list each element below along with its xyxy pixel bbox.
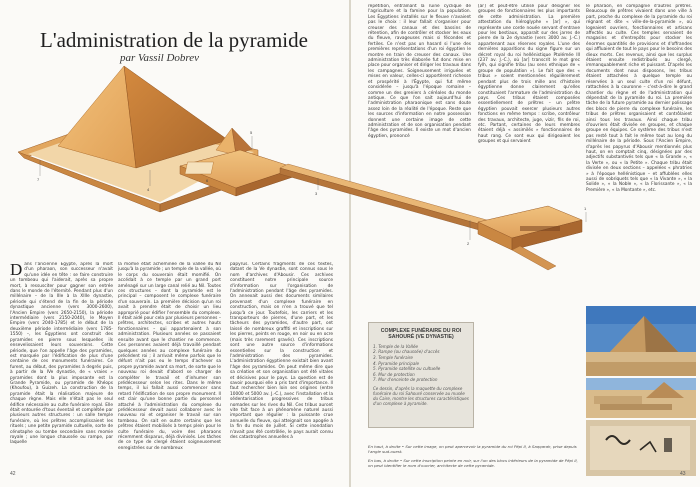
callout-2: 2 [467,241,470,246]
sidebar-title: COMPLEXE FUNÉRAIRE DU ROI SAHOURÉ (VE DYNASTIE) [380,328,462,341]
sidebar-list-item: 4. Pyramide principale [373,360,419,366]
sidebar-list-item: 5. Pyramide satellite ou cultuelle [373,366,441,372]
text-column-5 [478,4,580,206]
article-title: L'administration de la pyramide [40,28,308,52]
photo-inscribed-block [586,420,696,476]
caption-bottom-right: En bas, à droite • Sur cette inscription peinte en noir, sur l'un des blocs intérieurs de la pyramide de Pépi II, on peut identifier le nom d'ouvrier, architecte de cette pyramide. [368,458,578,468]
sidebar-box [368,322,474,428]
photo-pyramid [586,306,696,376]
callout-3: 3 [315,191,318,196]
sidebar-note: Ce dessin, d'après la maquette du complexe funéraire du roi Sahouré conservée au musée du Caire, montre les structures caractéristiques d'un complexe à pyramide. [373,385,469,407]
caption-top-right: En haut, à droite • Sur cette image, on peut apercevoir la pyramide du roi Pépi II, à Saqqarah, prise depuis l'angle sud-ouest. [368,444,577,454]
column-5-text: [ar] et peut-être utilisé pour désigner les groupes de fonctionnaires les plus importants de cette administration. La première attestation du hiéroglyphe « [ar] », qui représente une corde nouée servant d'entrave pour les bestiaux, apparaît sur des jarres de pierre de la 2e dynastie (vers 3000 av. J.-C.) appartenant aux réserves royales. L'une des dernières apparitions du signe figure sur un décret royal du roi hellénistique Ptolémée III (237 av. J.-C.), où [ar] transcrit le mot grec fylh, qui signifie tribu (au sens ethnique de « groupe de population »). Le fait que des « tribus » soient mentionnées régulièrement pendant plus de trois mille ans d'histoire égyptienne donne clairement qu'elles constituaient l'armature de l'administration du pays. Ces tribus étaient composées essentiellement de prêtres – un prêtre égyptien pouvait exercer plusieurs autres fonctions en même temps : scribe, contrôleur des travaux, architecte, juge, vizir, fils de roi, etc. Partant, certaines de leurs membres étaient déjà « assimilés » fonctionnaires de haut rang. Ce sont eux qui dirigeaient les groupes et qui servaient [478,4,580,145]
column-6-text: le pharaon, en compagnie d'autres prêtres. Beaucoup de prêtres vivaient dans une ville à part, proche du complexe de la pyramide du roi régnant et dite « ville-de-la-pyramide », où logeaient ouvriers, fonctionnaires et artisans affectés au culte. Ces temples servaient de magasins et d'entrepôts pour stocker les énormes quantités de provisions et d'offrandes qui affluaient de tout le pays pour le besoins des dieux morts. Ces revenus, ainsi que les surplus étaient ensuite redistribués au clergé, immanquablement riche et puissant. D'après les documents dont nous disposons, les tribus étaient attachées à quelque temple ou réservées à un seul culte d'un roi défunt, rattachées à la couronne – c'est-à-dire le grand chantier du règne et de l'administration qui dépendait de la pyramide du roi. La première tâche de la future pyramide au dernier polissage des blocs de pierre du complexe funéraire, les tribus de prêtres organisaient et contrôlaient ainsi tous les travaux. Ainsi chaque tribu d'ouvriers était divisée en groupes, et chaque groupe en équipes. Ce système des tribus n'est pas resté tout à fait le même tout au long du millénaire de la période. Sous l'Ancien Empire, d'après les papyrus d'Abousir mentionnés plus haut, on en comptait cinq, désignées par des adjectifs substantivés tels que « la Grande », « la Verte », ou « la Petite ». Chaque tribu était divisée en deux sections – appelées « phratries » à l'époque hellénistique – et affublées elles aussi de sobriquets tels que « la Vivante », « la Solide », « la Noble », « la Florissante », « la Première », « la Montante », etc. [586,4,692,193]
photo-inscribed-block-image [586,420,696,476]
column-2-text: la momie était acheminée de la vallée du Nil jusqu'à la pyramide ; un temple de la vallée, où le corps du souverain était momifié. On accédait à ce temple par un grand port aménagé sur un large canal relié au Nil. Toutes ces structures – dont la pyramide est le principal – composent le complexe funéraire d'un souverain. La première décision qu'un roi avait à prendre était de choisir un lieu approprié pour édifier l'ensemble du complexe. Il était aidé pour cela par plusieurs personnes – prêtres, architectes, scribes et autres hauts fonctionnaires – qui appartenaient à son administration. Plusieurs années se passaient ensuite avant que le chantier ne commence. Ces personnes avaient déjà travaillé pendant quelques années au complexe funéraire du précédent roi ; il arrivait même parfois que le défunt n'ait pas eu le temps d'achever sa propre pyramide avant sa mort, de sorte que le nouveau roi devait d'abord se charger de compléter le travail et d'inhumer son prédécesseur selon les rites. Dans le même temps, il lui fallait aussi commencer sans retard l'édification de son propre monument. Il est clair qu'une bonne partie du personnel attaché à l'administration du complexe du prédécesseur devait aussi collaborer avec le nouveau roi et organiser le travail sur son tombeau. On sait en outre certains que les prêtres étaient mobilisés à temps plein pour le culte funéraire du, voire des pharaons récemment disparus, déjà divinisés. Les tâches de ce type de clergé étaient soigneusement enregistrées sur de nombreux [118,262,221,451]
sidebar-list-item: 1. Temple de la Vallée [373,343,418,349]
sidebar-list-item: 3. Temple funéraire [373,355,413,360]
sidebar-list-item: 7. Mur d'enceinte de protection [373,377,438,383]
photo-temple-ruins-image [586,378,696,418]
callout-7: 7 [37,177,40,182]
photo-pyramid-image [586,306,696,376]
text-column-3 [230,262,333,466]
photo-temple-ruins [586,378,696,418]
drop-cap: D [10,262,23,279]
valley-temple-columns [520,226,560,231]
text-column-2 [118,262,221,466]
sidebar-list [373,344,469,383]
column-3-text: papyrus. Certains fragments de ces textes, datant de la Ve dynastie, sont connus sous le nom d'archives d'Abousir. Ces archives constituent notre principale source d'information sur l'organisation de l'administration pendant l'âge des pyramides. On annexait aussi des documents similaires provenant d'un complexe funéraire en construction, mais on n'en a trouvé que tel jusqu'à ce jour. Toutefois, les carriers et les transporteurs de pierres, d'une part, et les tâcheurs des pyramides, d'autre part, ont laissé de nombreux graffiti et inscriptions sur les pierres, peints en rouge, en noir ou en ocre (mais très rarement gravés). Ces inscriptions sont une autre source d'informations essentielles sur la construction et l'administration des pyramides. L'administration égyptienne existait bien avant l'âge des pyramides. On peut même dire que sa création et son organisation ont été vitales et décisives pour le pays. La question est de savoir pourquoi elle a pris tant d'importance. Il faut rechercher bien loin ses origines (entre 10000 et 5000 av. J.-C.), avec l'installation et la sédentarisation progressives de tribus nomades sur les rives du Nil. Ces tribus auront vite fait face à un phénomène naturel aussi important que régulier : la puissante crue annuelle du fleuve, qui atteignait son apogée à la fin du mois de juillet. Si cette inondation n'avait pas été contrôlée, le pays aurait connu des catastrophes annuelles à [230,262,333,440]
text-column-1 [10,262,113,466]
callout-6: 6 [206,178,209,183]
page-number-right: 43 [680,471,686,477]
column-4-text: répétition, entraînant la ruine cyclique de l'agriculture et la famine pour la population. Les Égyptiens installés sur le fleuve n'avaient pas le choix : il leur fallait s'organiser pour creuser des canaux et des bassins de rétention, afin de contrôler et stocker les eaux du fleuve, ravageuses mais si fécondes et fertiles. Ce n'est pas un hasard si l'une des premières représentations d'un roi égyptien le montre en train de creuser des canaux. Une administration très élaborée fut donc mise en place pour organiser et diriger les travaux dans les campagnes. Soigneusement irriguées et mises en valeur, celles-ci apportèrent richesse et prospérité à l'Égypte, qui fut même considérée – jusqu'à l'époque romaine – comme un des greniers à céréales du monde antique. Ce que l'on sait aujourd'hui de l'administration pharaonique est sans doute assez loin de la réalité de l'époque. Reste que les sources d'information en notre possession donnent une certaine image de cette administration et de son organisation pendant l'âge des pyramides. Il existe un mot d'ancien égyptien, prononcé [368,4,471,139]
column-1-text: ans l'ancienne Égypte, après la mort d'un pharaon, son successeur n'avait qu'une idée en tête : se faire construire un tombeau qui l'aiderait, après sa propre mort, à ressusciter pour gagner son entrée dans le monde de l'éternité. Pendant plus d'un millénaire – de la IIIe à la XIIIe dynastie, période qui s'étend de la fin de la période dynastique ancienne (vers 3000-2600), l'Ancien Empire (vers 2650-2150), la période intermédiaire (vers 2150-2040), le Moyen Empire (vers 2040-1785) et le début de la deuxième période intermédiaire (vers 1785-1550) –, les Égyptiens ont construit des pyramides en pierre sous lesquelles ils ensevelissaient leurs souverains. Cette période, que l'on appelle l'âge des pyramides, est marquée par l'édification de plus d'une centaine de ces monuments funéraires. Ce furent, au début, des pyramides à degrés puis, à partir de la IVe dynastie, de « vraies » pyramides dont la plus imposante est la Grande Pyramide, ou pyramide de Khéops (Khoufou), à Guizeh. La construction de la pyramide était la réalisation majeure de chaque règne. Mais elle n'était pas le seul édifice nécessaire au culte funéraire royal. Elle était entourée d'tous éventail et complétée par plusieurs autres structures : un salle temple funéraire, où les prêtres accomplissaient les rituels ; une petite pyramide cultuelle, sorte de cénotaphe ou tombe secondaire sans momie royale ; une longue chaussée ou rampe, par laquelle [10,262,113,446]
callout-4: 4 [147,187,150,192]
sidebar-list-item: 2. Rampe (ou chaussée) d'accès [373,349,440,355]
temple-court [185,162,214,174]
article-author: par Vassil Dobrev [120,52,200,64]
callout-1: 1 [584,206,587,211]
text-column-6 [586,4,692,304]
landing-ramp [512,246,556,270]
callout-5: 5 [250,130,253,135]
page-number-left: 42 [10,471,16,477]
text-column-4 [368,4,471,200]
sidebar-list-item: 6. Mur de protection [373,371,415,377]
